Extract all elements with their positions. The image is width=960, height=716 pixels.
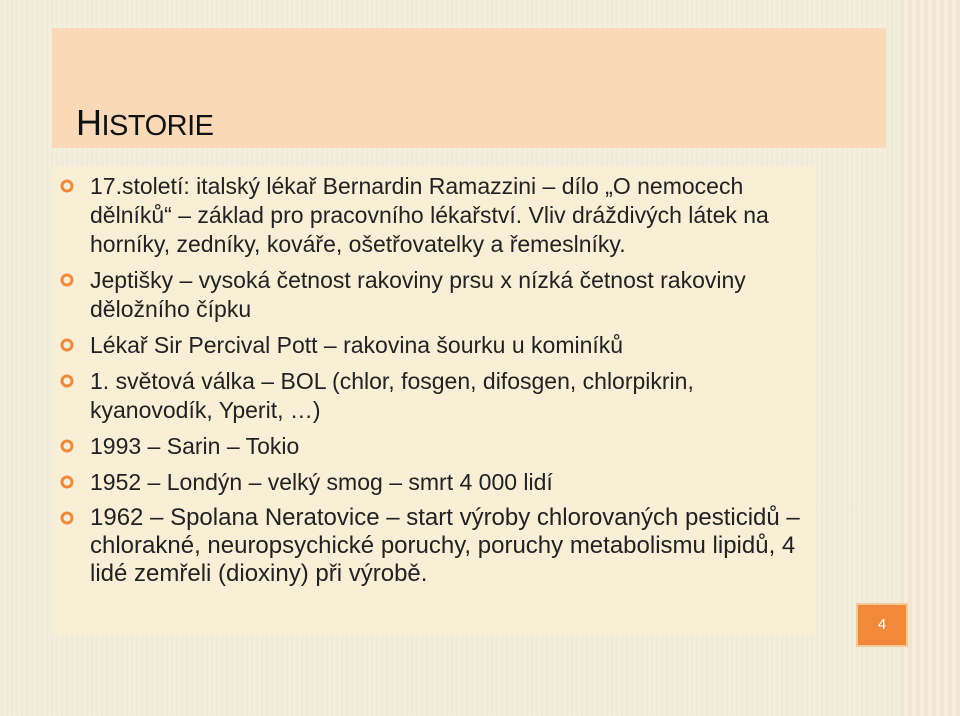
list-item [90, 331, 810, 360]
list-item-text: Lékař Sir Percival Pott – rakovina šourku u kominíků [90, 332, 624, 358]
orange-ring-bullet-icon [60, 273, 74, 287]
orange-ring-bullet-icon [60, 511, 74, 525]
decorative-stripes [900, 0, 960, 716]
list-item-text: 1952 – Londýn – velký smog – smrt 4 000 lidí [90, 469, 553, 495]
orange-ring-bullet-icon [60, 338, 74, 352]
slide-title-initial: H [76, 102, 102, 143]
slide-title-rest: ISTORIE [101, 110, 214, 142]
list-item-text: 1962 – Spolana Neratovice – start výroby chlorovaných pesticidů – chlorakné, neuropsychické poruchy, poruchy metabolismu lipidů, 4 lidé zemřeli (dioxiny) při výrobě. [90, 504, 800, 587]
orange-ring-bullet-icon [60, 475, 74, 489]
bullet-list [90, 172, 810, 595]
list-item [90, 367, 810, 425]
orange-ring-bullet-icon [60, 439, 74, 453]
slide-title [76, 102, 214, 144]
list-item [90, 266, 810, 324]
list-item [90, 432, 810, 461]
list-item-text: 17.století: italský lékař Bernardin Ramazzini – dílo „O nemocech dělníků“ – základ pro pracovního lékařství. Vliv dráždivých látek na horníky, zedníky, kováře, ošetřovatelky a řemeslníky. [90, 173, 769, 257]
orange-ring-bullet-icon [60, 179, 74, 193]
page-number-badge: 4 [856, 603, 908, 647]
list-item [90, 172, 810, 259]
list-item-text: 1993 – Sarin – Tokio [90, 433, 300, 459]
list-item-text: Jeptišky – vysoká četnost rakoviny prsu x nízká četnost rakoviny děložního čípku [90, 267, 746, 322]
list-item [90, 504, 810, 588]
list-item-text: 1. světová válka – BOL (chlor, fosgen, difosgen, chlorpikrin, kyanovodík, Yperit, …) [90, 368, 694, 423]
list-item [90, 468, 810, 497]
orange-ring-bullet-icon [60, 374, 74, 388]
